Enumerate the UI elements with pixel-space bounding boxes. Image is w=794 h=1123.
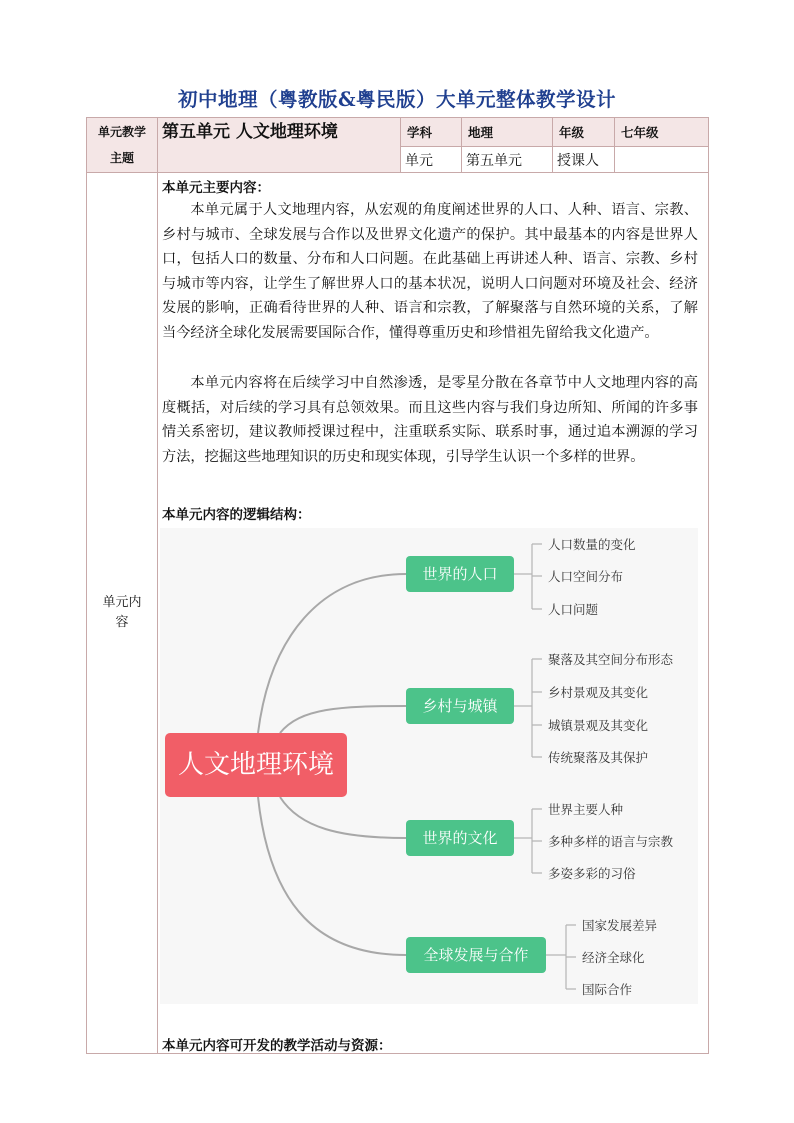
logic-mindmap (160, 528, 698, 1004)
leaf-international-cooperation: 国际合作 (582, 982, 633, 997)
unit-title: 第五单元 人文地理环境 (158, 118, 401, 173)
leaf-traditional-settlement: 传统聚落及其保护 (548, 750, 649, 765)
unit-content-label: 单元内容 (102, 595, 142, 630)
main-content-heading: 本单元主要内容： (162, 180, 270, 196)
theme-label-cell (87, 118, 158, 173)
connector-root-culture (280, 797, 406, 838)
branch-settlements: 乡村与城镇 (406, 688, 514, 724)
unit-value: 第五单元 (462, 147, 553, 173)
connector-root-global (258, 797, 406, 955)
leaf-settlement-distribution: 聚落及其空间分布形态 (548, 652, 674, 667)
branch-global-development: 全球发展与合作 (406, 937, 546, 973)
connector-root-settlements (280, 706, 406, 733)
grade-label: 年级 (553, 118, 615, 147)
content-paragraph-1: 本单元属于人文地理内容，从宏观的角度阐述世界的人口、人种、语言、宗教、乡村与城市、全球发展与合作以及世界文化遗产的保护。其中最基本的内容是世界人口，包括人口的数量、分布和人口问题。在此基础上再讲述人种、语言、宗教、乡村与城市等内容，让学生了解世界人口的基本状况，说明人口问题对环境及社会、经济发展的影响，正确看待世界的人种、语言和宗教，了解聚落与自然环境的关系，了解当今经济全球化发展需要国际合作，懂得尊重历史和珍惜祖先留给我文化遗产。 (162, 202, 698, 341)
grade-value: 七年级 (615, 118, 709, 147)
leaf-rural-landscape: 乡村景观及其变化 (548, 685, 649, 700)
activities-heading: 本单元内容可开发的教学活动与资源： (162, 1038, 392, 1054)
branch-population: 世界的人口 (406, 556, 514, 592)
leaf-population-change: 人口数量的变化 (548, 537, 636, 552)
unit-label: 单元 (401, 147, 462, 173)
bracket-population (514, 544, 542, 609)
subject-label: 学科 (401, 118, 462, 147)
logic-structure-heading: 本单元内容的逻辑结构： (162, 507, 311, 523)
unit-content-label-cell (87, 173, 158, 1054)
leaf-human-races: 世界主要人种 (548, 802, 624, 817)
teacher-value (615, 147, 709, 173)
mindmap-root: 人文地理环境 (165, 733, 347, 797)
branch-culture: 世界的文化 (406, 820, 514, 856)
unit-content-cell (158, 173, 709, 1054)
bracket-culture (514, 809, 542, 873)
theme-label: 单元教学主题 (98, 125, 147, 165)
leaf-population-distribution: 人口空间分布 (548, 569, 624, 584)
teacher-label: 授课人 (553, 147, 615, 173)
bracket-global (546, 925, 576, 989)
subject-value: 地理 (462, 118, 553, 147)
content-paragraph-2: 本单元内容将在后续学习中自然渗透，是零星分散在各章节中人文地理内容的高度概括，对后续的学习具有总领效果。而且这些内容与我们身边所知、所闻的许多事情关系密切，建议教师授课过程中，注重联系实际、联系时事，通过追本溯源的学习方法，挖掘这些地理知识的历史和现实体现，引导学生认识一个多样的世界。 (162, 375, 698, 465)
leaf-development-gap: 国家发展差异 (582, 918, 658, 933)
leaf-urban-landscape: 城镇景观及其变化 (548, 718, 649, 733)
leaf-economic-globalization: 经济全球化 (582, 950, 645, 965)
leaf-languages-religions: 多种多样的语言与宗教 (548, 834, 674, 849)
leaf-population-problem: 人口问题 (548, 602, 599, 617)
unit-design-table (86, 117, 709, 1054)
bracket-settlements (514, 659, 542, 757)
leaf-customs: 多姿多彩的习俗 (548, 866, 636, 881)
document-title: 初中地理（粤教版&粤民版）大单元整体教学设计 (177, 88, 617, 111)
